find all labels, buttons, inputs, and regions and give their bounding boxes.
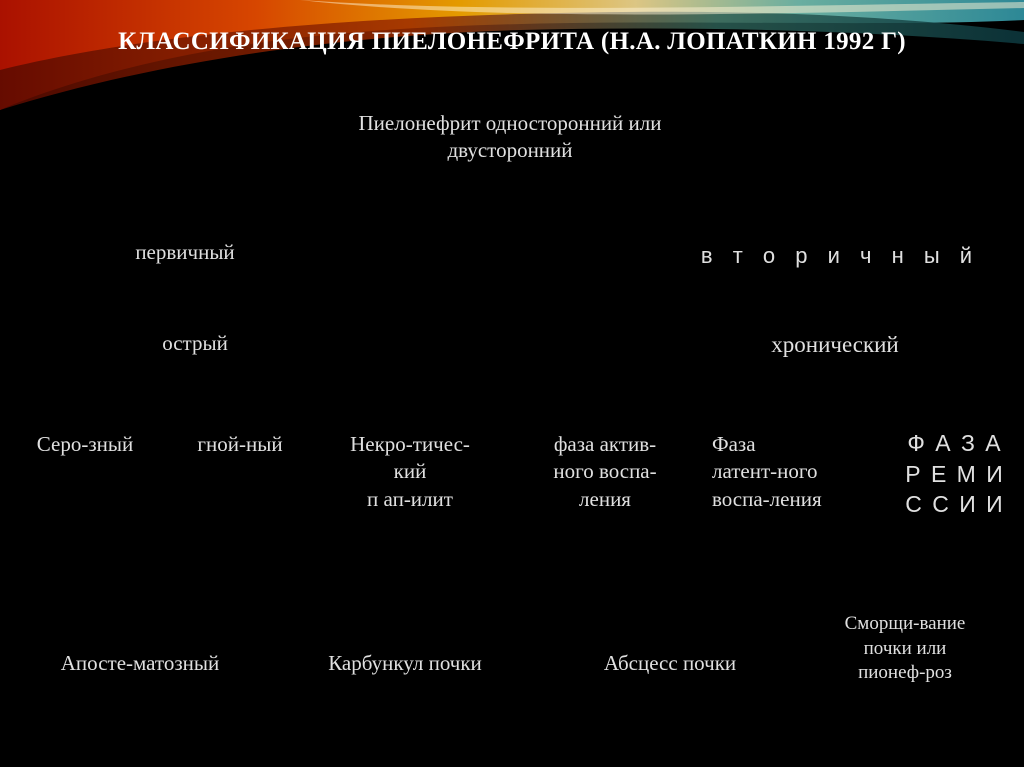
chronic-active-line: ления bbox=[579, 486, 631, 511]
outcome-shrinkage bbox=[815, 612, 995, 686]
chronic-remission-line: С С И И bbox=[905, 491, 1005, 518]
secondary-node: в т о р и ч н ы й bbox=[700, 243, 980, 268]
chronic-latent-line: латент-ного bbox=[712, 459, 818, 484]
chronic-latent-line: воспа-ления bbox=[712, 486, 822, 511]
acute-node: острый bbox=[162, 331, 228, 355]
primary-node: первичный bbox=[135, 240, 235, 264]
chronic-active-phase bbox=[520, 431, 690, 513]
outcome-shrinkage-line: почки или bbox=[863, 637, 947, 659]
chronic-node: хронический bbox=[771, 332, 899, 357]
root-node-line: двусторонний bbox=[447, 138, 573, 163]
chronic-active-line: ного воспа- bbox=[553, 459, 657, 484]
chronic-remission-line: Ф А З А bbox=[907, 430, 1003, 456]
acute-purulent: гной-ный bbox=[197, 432, 283, 456]
outcome-shrinkage-line: Сморщи-вание bbox=[844, 613, 966, 634]
acute-serous: Серо-зный bbox=[36, 432, 134, 456]
acute-necrotic-line: Некро-тичес- bbox=[350, 432, 470, 456]
outcome-abscess: Абсцесс почки bbox=[603, 651, 737, 675]
root-node-line: Пиелонефрит односторонний или bbox=[358, 111, 662, 135]
acute-necrotic-line: п ап-илит bbox=[367, 486, 453, 511]
outcome-shrinkage-line: пионеф-роз bbox=[858, 662, 952, 684]
chronic-latent-phase bbox=[712, 431, 862, 513]
chronic-remission-phase bbox=[895, 428, 1015, 520]
outcome-apostematous: Апосте-матозный bbox=[60, 651, 220, 675]
outcome-carbuncle: Карбункул почки bbox=[328, 651, 482, 675]
acute-necrotic-papillitis bbox=[320, 431, 500, 513]
acute-necrotic-line: кий bbox=[393, 459, 427, 484]
chronic-latent-line: Фаза bbox=[712, 432, 756, 456]
root-node bbox=[310, 110, 710, 165]
slide-title: КЛАССИФИКАЦИЯ ПИЕЛОНЕФРИТА (Н.А. ЛОПАТКИН 1992 Г) bbox=[118, 28, 906, 55]
chronic-active-line: фаза актив- bbox=[553, 432, 657, 456]
chronic-remission-line: Р Е М И bbox=[905, 460, 1005, 487]
